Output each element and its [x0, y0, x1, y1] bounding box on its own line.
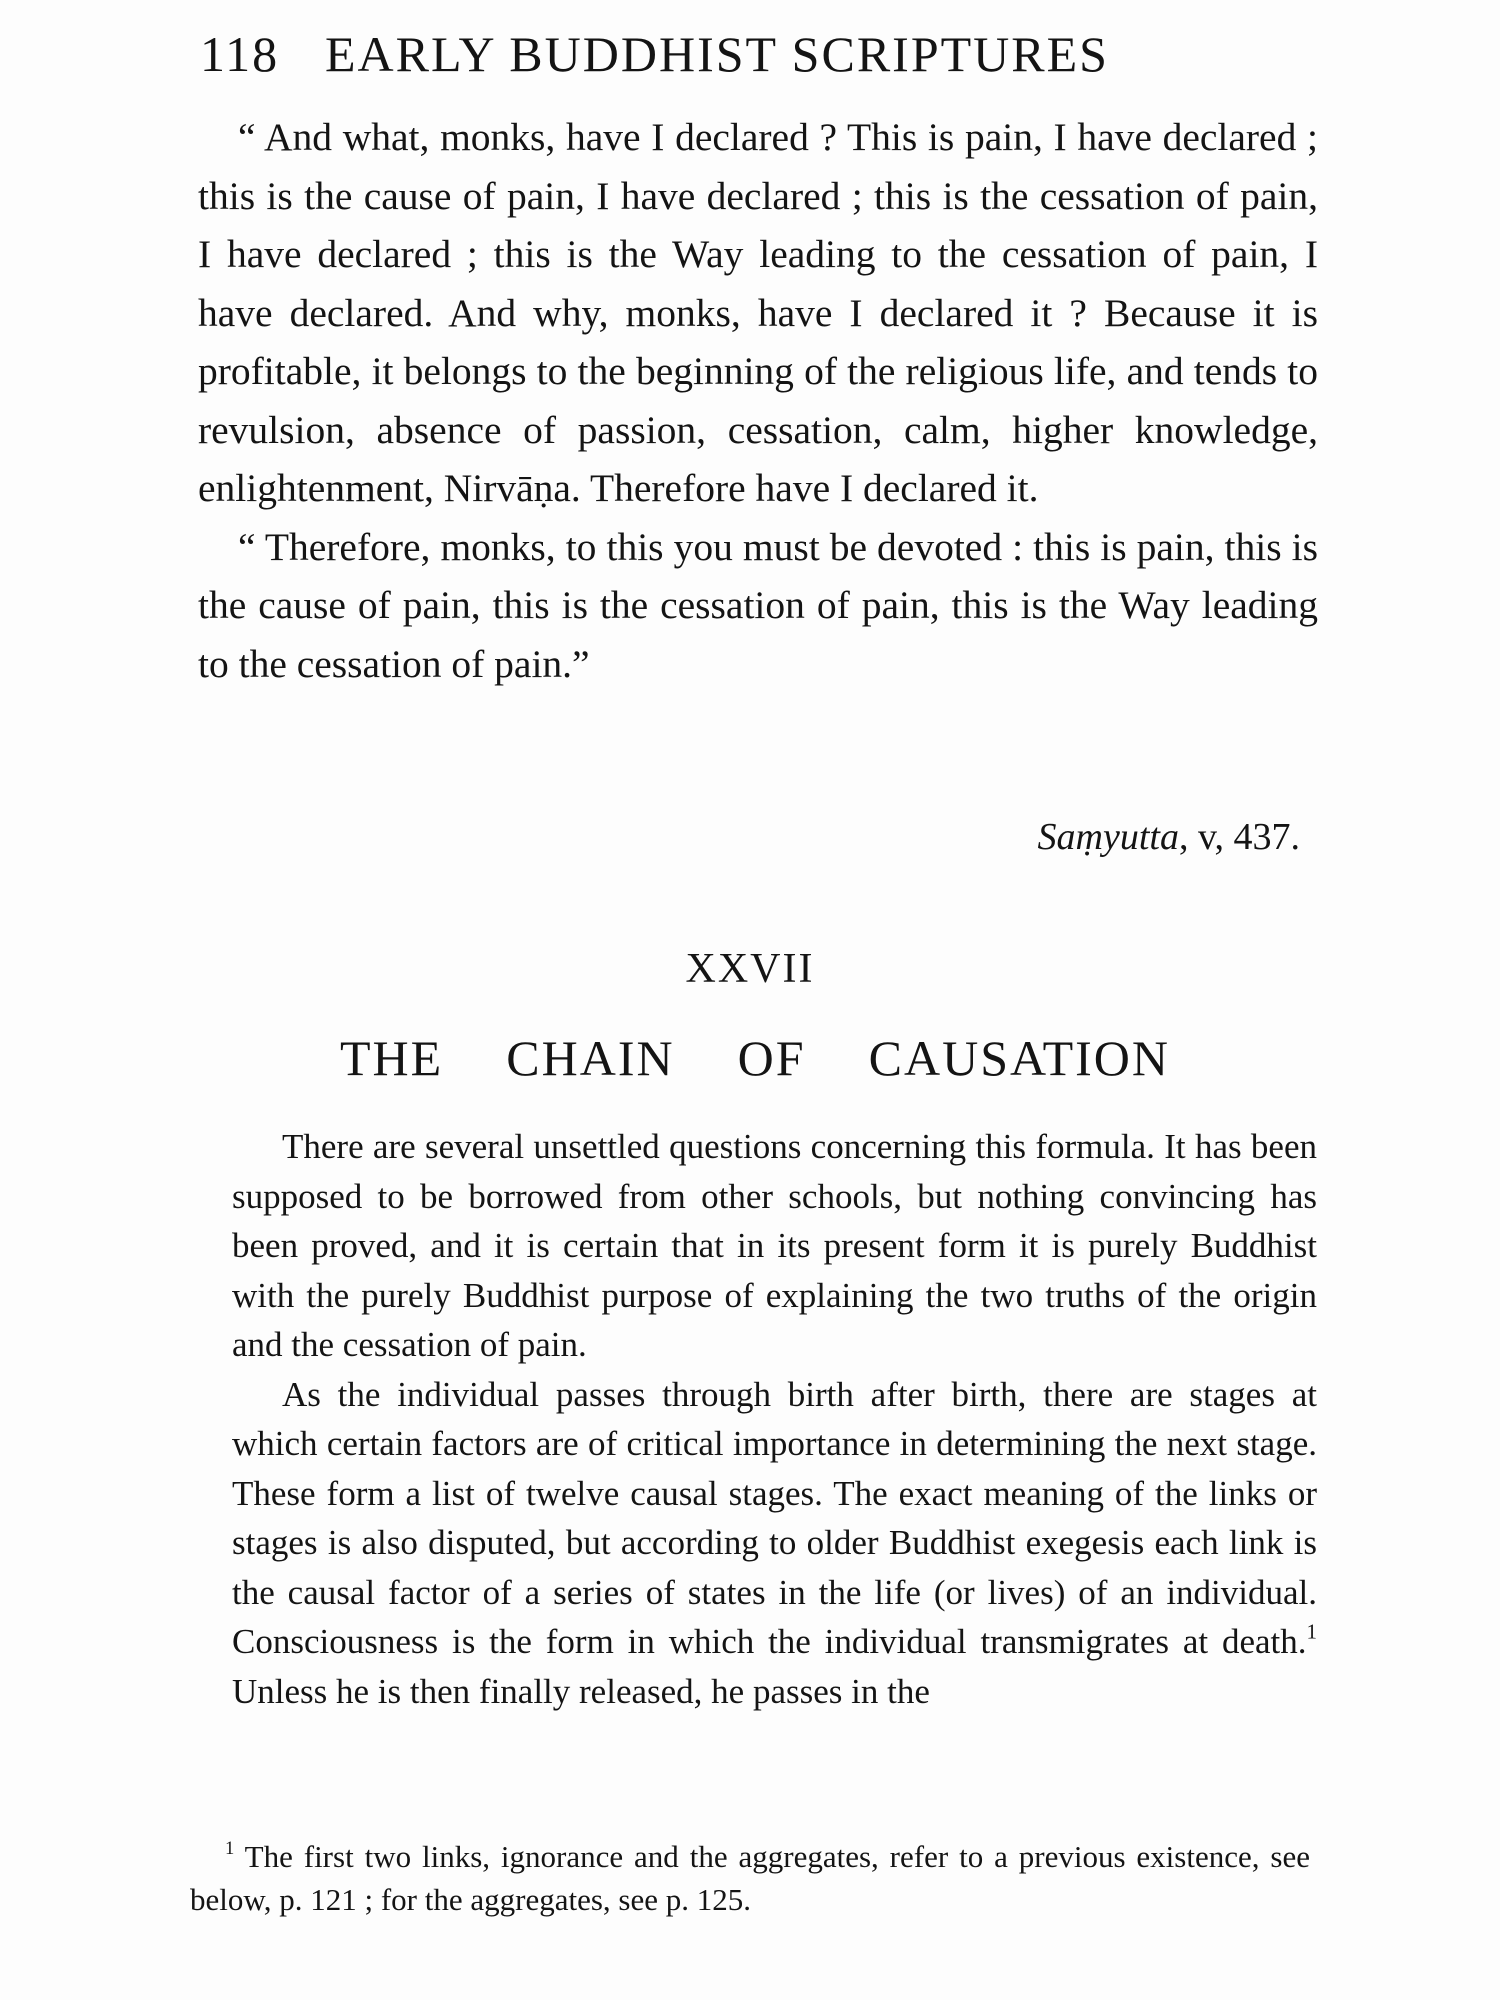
citation-source: Saṃyutta	[1037, 816, 1179, 858]
running-header	[200, 25, 1320, 83]
intro-paragraph-text: As the individual passes through birth after birth, there are stages at which certain factors are of critical importance in determining the next stage. These form a list of twelve causal stages. The exact meaning of the links or stages is also disputed, but according to older Buddhist exegesis each link is the causal factor of a series of states in the life (or lives) of an individual. Consciousness is the form in which the individual transmigrates at death.	[232, 1374, 1317, 1661]
footnote-reference: 1	[1306, 1619, 1317, 1644]
running-title: EARLY BUDDHIST SCRIPTURES	[325, 26, 1109, 82]
quoted-passage	[198, 108, 1318, 693]
passage-citation	[1038, 815, 1300, 859]
footnote	[190, 1835, 1310, 1921]
page-number: 118	[200, 26, 280, 82]
intro-paragraph: There are several unsettled questions concerning this formula. It has been supposed to be borrowed from other schools, but nothing convincing has been proved, and it is certain that in its present form it is purely Buddhist with the purely Buddhist purpose of explaining the two truths of the origin and the cessation of pain.	[232, 1127, 1317, 1364]
passage-paragraph: “ And what, monks, have I declared ? This is pain, I have declared ; this is the cause of pain, I have declared ; this is the cessation of pain, I have declared ; this is the Way leading to the cessation of pain, I have declared. And why, monks, have I declared it ? Because it is profitable, it belongs to the beginning of the religious life, and tends to revulsion, absence of passion, cessation, calm, higher knowledge, enlightenment, Nirvāṇa. Therefore have I declared it.	[198, 115, 1318, 510]
footnote-marker: 1	[225, 1837, 235, 1859]
citation-reference: , v, 437.	[1178, 816, 1300, 858]
passage-paragraph: “ Therefore, monks, to this you must be devoted : this is pain, this is the cause of pain, this is the cessation of pain, this is the Way leading to the cessation of pain.”	[198, 524, 1318, 686]
intro-paragraph-continuation: Unless he is then finally released, he passes in the	[232, 1671, 930, 1711]
chapter-title: THE CHAIN OF CAUSATION	[340, 1030, 1170, 1086]
intro-paragraph	[232, 1370, 1317, 1717]
chapter-number: XXVII	[685, 946, 815, 992]
footnote-text: The first two links, ignorance and the aggregates, refer to a previous existence, see below, p. 121 ; for the aggregates, see p. 125.	[190, 1839, 1310, 1917]
chapter-introduction	[232, 1122, 1317, 1716]
